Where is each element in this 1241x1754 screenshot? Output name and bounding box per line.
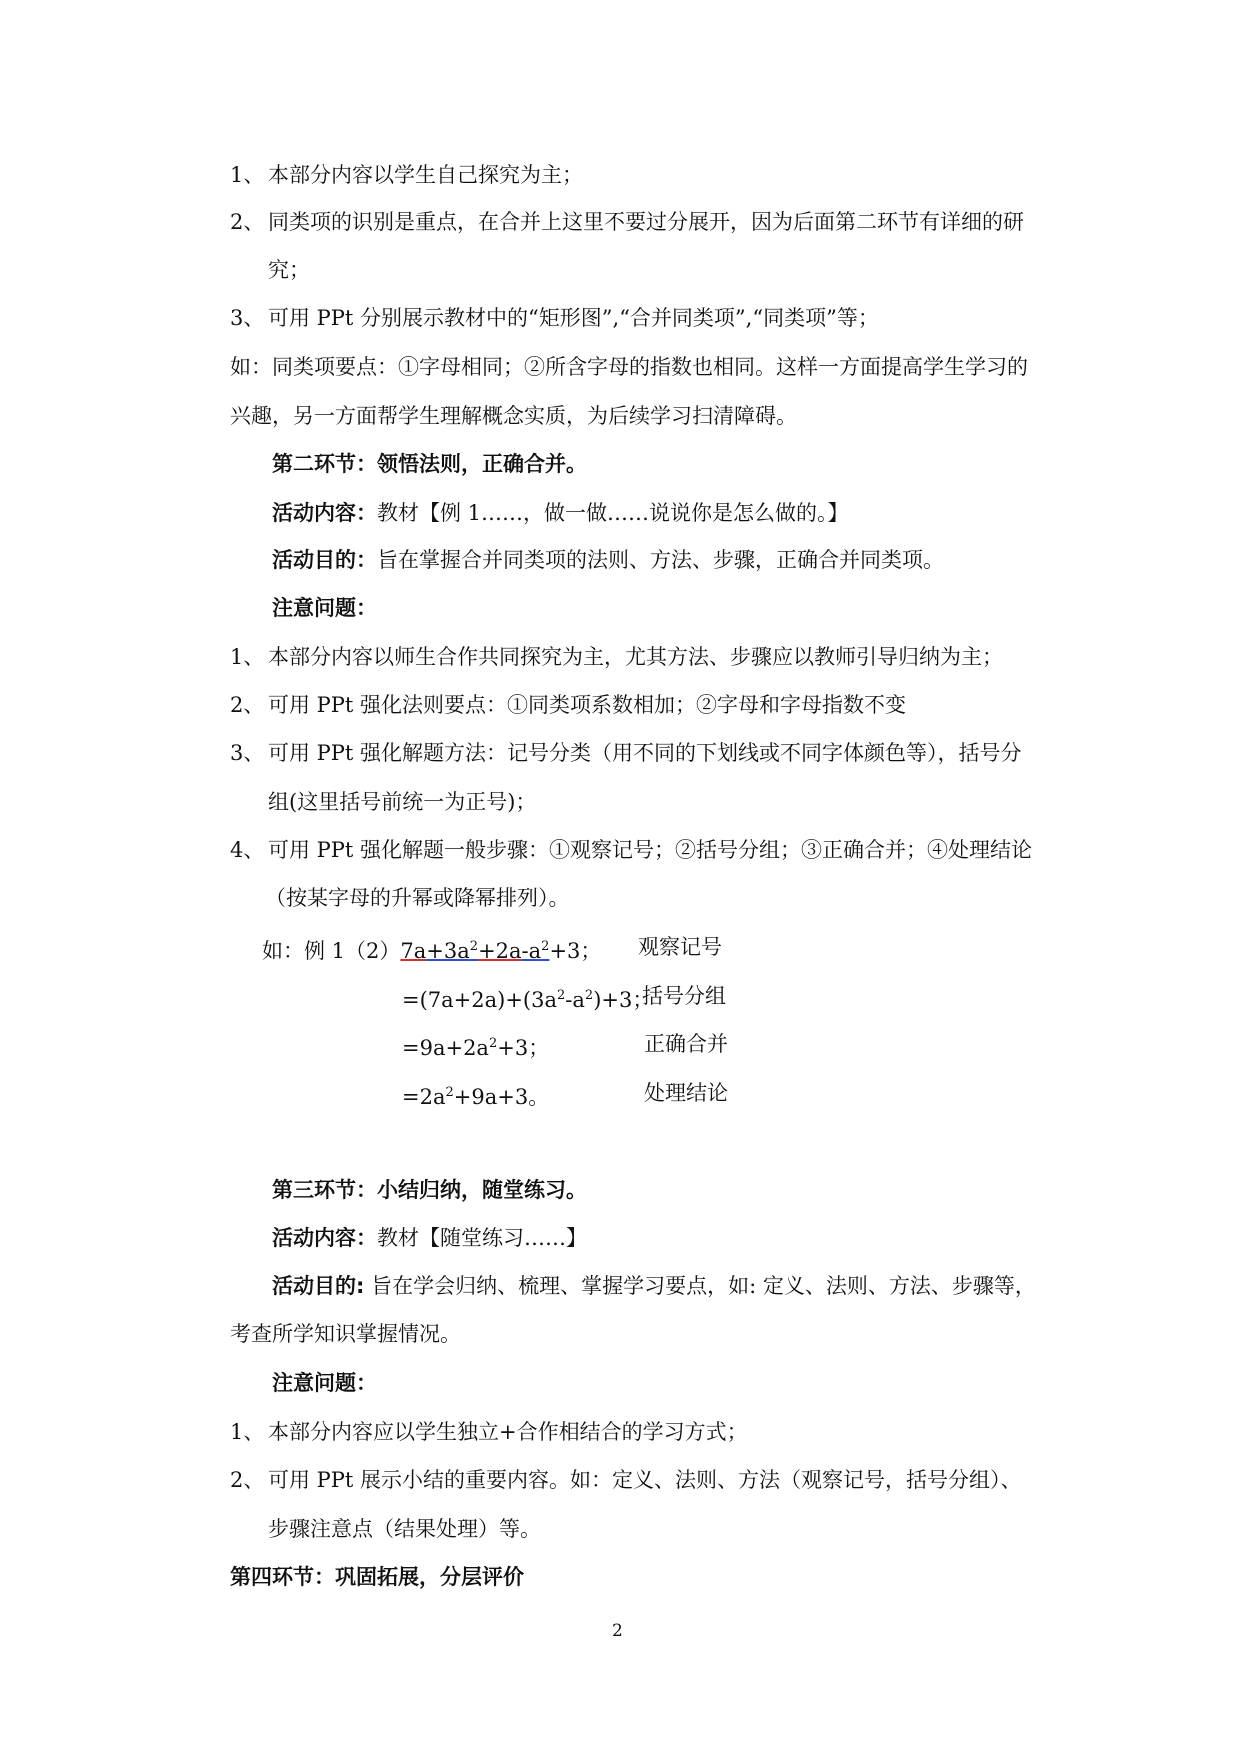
note-number: 2、 xyxy=(230,693,265,717)
note-text: 可用 PPt 强化解题方法：记号分类（用不同的下划线或不同字体颜色等），括号分 xyxy=(268,741,1022,765)
note-text: 本部分内容应以学生独立+合作相结合的学习方式； xyxy=(268,1420,748,1444)
notes-heading: 注意问题： xyxy=(272,1371,377,1395)
note-number: 2、 xyxy=(230,1468,265,1492)
example-row-3 xyxy=(402,1029,549,1063)
step-label: 观察记号 xyxy=(638,935,722,959)
note-number: 2、 xyxy=(230,210,265,234)
expr-part: =(7a+2a)+(3a xyxy=(402,988,558,1012)
exponent: 2 xyxy=(488,1036,498,1051)
page-number: 2 xyxy=(612,1621,623,1641)
note-number: 1、 xyxy=(230,1420,265,1444)
example-row-1 xyxy=(262,932,601,966)
expr-part: +9a+3。 xyxy=(453,1085,550,1109)
term-a: -a xyxy=(521,939,542,963)
note-item xyxy=(230,1417,748,1447)
section-heading: 第二环节：领悟法则，正确合并。 xyxy=(272,452,587,476)
activity-goal xyxy=(272,545,944,575)
note-number: 4、 xyxy=(230,838,265,862)
activity-content-text: 教材【随堂练习……】 xyxy=(377,1226,587,1250)
term-a2 xyxy=(522,939,550,963)
example-row-2 xyxy=(402,981,653,1015)
note-item xyxy=(230,207,1024,237)
note-text: 可用 PPt 强化解题一般步骤：①观察记号；②括号分组；③正确合并；④处理结论 xyxy=(268,838,1033,862)
expr-part: +3； xyxy=(497,1036,550,1060)
step-label: 处理结论 xyxy=(644,1081,728,1105)
step-label: 正确合并 xyxy=(644,1032,728,1056)
activity-goal-text: 旨在掌握合并同类项的法则、方法、步骤，正确合并同类项。 xyxy=(377,548,944,572)
term-3: +3； xyxy=(549,939,602,963)
note-text: 可用 PPt 展示小结的重要内容。如：定义、法则、方法（观察记号，括号分组）、 xyxy=(268,1468,1022,1492)
term-7a: 7a xyxy=(400,939,427,963)
note-text-continued: （按某字母的升幂或降幂排列）。 xyxy=(265,886,570,910)
note-text: 可用 PPt 分别展示教材中的“矩形图”,“合并同类项”,“同类项”等； xyxy=(268,306,879,330)
note-text-continued: 组(这里括号前统一为正号)； xyxy=(268,790,537,814)
exponent: 2 xyxy=(445,1085,454,1100)
note-text-continued: 究； xyxy=(268,258,310,282)
activity-goal xyxy=(272,1271,1036,1301)
exponent: 2 xyxy=(469,939,479,954)
note-number: 1、 xyxy=(230,645,265,669)
exponent: 2 xyxy=(557,988,566,1003)
activity-goal-text: 旨在学会归纳、梳理、掌握学习要点，如: 定义、法则、方法、步骤等， xyxy=(364,1274,1036,1298)
note-number: 1、 xyxy=(230,163,265,187)
note-item xyxy=(230,690,906,720)
example-prefix: 如：例 1（2） xyxy=(262,939,401,963)
note-text: 同类项的识别是重点，在合并上这里不要过分展开，因为后面第二环节有详细的研 xyxy=(268,210,1024,234)
note-text: 本部分内容以学生自己探究为主； xyxy=(268,163,583,187)
note-item xyxy=(230,835,1032,865)
example-paragraph: 如：同类项要点：①字母相同；②所含字母的指数也相同。这样一方面提高学生学习的 xyxy=(230,355,1028,379)
activity-content-text: 教材【例 1……，做一做……说说你是怎么做的。】 xyxy=(377,501,849,525)
exponent: 2 xyxy=(584,988,594,1003)
expr-part: -a xyxy=(565,988,585,1012)
activity-goal-label: 活动目的： xyxy=(272,548,377,572)
example-paragraph-continued: 兴趣，另一方面帮学生理解概念实质，为后续学习扫清障碍。 xyxy=(230,404,797,428)
term-3a: +3a xyxy=(426,939,470,963)
section-heading: 第四环节：巩固拓展，分层评价 xyxy=(230,1565,524,1589)
exponent: 2 xyxy=(541,939,550,954)
expr-part: =9a+2a xyxy=(402,1036,489,1060)
example-row-4 xyxy=(402,1078,549,1112)
term-2a: +2a xyxy=(478,939,522,963)
note-text-continued: 步骤注意点（结果处理）等。 xyxy=(268,1517,541,1541)
step-label: 括号分组 xyxy=(642,984,726,1008)
note-number: 3、 xyxy=(230,306,265,330)
note-item xyxy=(230,642,1003,672)
expr-part: =2a xyxy=(402,1085,446,1109)
activity-content-label: 活动内容： xyxy=(272,1226,377,1250)
activity-content xyxy=(272,1223,587,1253)
expr-part: )+3； xyxy=(593,988,654,1012)
term-3a2 xyxy=(426,939,478,963)
notes-heading: 注意问题： xyxy=(272,596,377,620)
note-number: 3、 xyxy=(230,741,265,765)
note-item xyxy=(230,738,1022,768)
section-heading: 第三环节：小结归纳，随堂练习。 xyxy=(272,1178,587,1202)
note-item xyxy=(230,160,583,190)
activity-goal-continued: 考查所学知识掌握情况。 xyxy=(230,1322,461,1346)
note-text: 可用 PPt 强化法则要点：①同类项系数相加；②字母和字母指数不变 xyxy=(268,693,907,717)
activity-goal-label: 活动目的: xyxy=(272,1274,365,1298)
note-item xyxy=(230,303,879,333)
note-text: 本部分内容以师生合作共同探究为主，尤其方法、步骤应以教师引导归纳为主； xyxy=(268,645,1003,669)
activity-content-label: 活动内容： xyxy=(272,501,377,525)
note-item xyxy=(230,1465,1022,1495)
activity-content xyxy=(272,498,849,528)
